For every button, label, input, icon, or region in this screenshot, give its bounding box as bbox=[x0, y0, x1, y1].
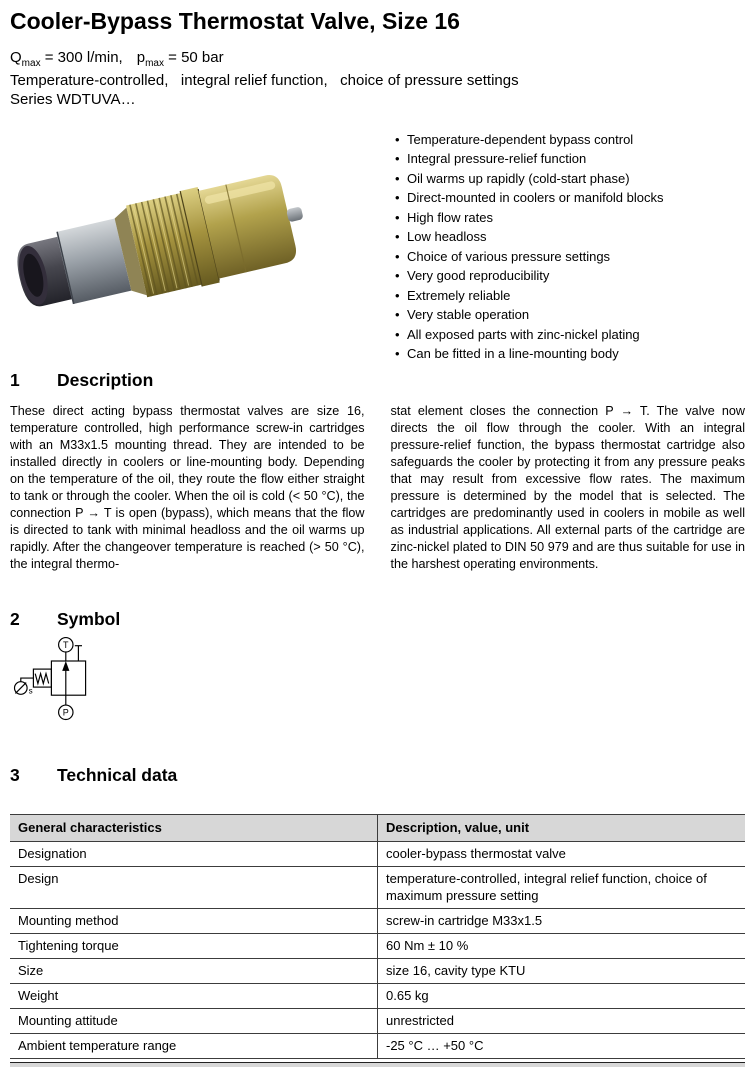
feature-item: • Very good reproducibility bbox=[395, 266, 745, 286]
port-label-p: P bbox=[62, 707, 69, 718]
section-number: 2 bbox=[10, 608, 20, 629]
characteristic-cell: Tightening torque bbox=[10, 933, 378, 958]
feature-item: • High flow rates bbox=[395, 208, 745, 228]
table-header-cell: General characteristics bbox=[10, 814, 378, 841]
product-photo bbox=[10, 132, 395, 364]
value-cell: -25 °C … +50 °C bbox=[378, 1033, 746, 1058]
section-heading-symbol bbox=[10, 609, 745, 630]
section-number: 1 bbox=[10, 369, 20, 390]
description-column-left: These direct acting bypass thermostat valves are size 16, temperature controlled, high performance screw-in cartridges with an M33x1.5 mounting thread. They are intended to be installed directly in coolers or line-mounting body. Depending on the temperature of the oil, they route the flow either straight to tank or through the cooler. When the oil is cold (< 50 °C), the connection P → T is open (bypass), which means that the flow is directed to tank with minimal headloss and the oil warms up rapidly. After the changeover temperature is reached (> 50 °C), the integral thermo- bbox=[10, 403, 365, 571]
feature-item: • Extremely reliable bbox=[395, 286, 745, 306]
section-number: 3 bbox=[10, 764, 20, 785]
table-row bbox=[10, 983, 745, 1008]
spec-line bbox=[10, 49, 745, 69]
characteristic-cell: Mounting attitude bbox=[10, 1008, 378, 1033]
intro-row bbox=[10, 132, 745, 364]
feature-item: • Can be fitted in a line-mounting body bbox=[395, 344, 745, 364]
technical-data-table bbox=[10, 814, 745, 1059]
table-row bbox=[10, 908, 745, 933]
table-row bbox=[10, 841, 745, 866]
pmax-value: = 50 bar bbox=[163, 48, 224, 66]
section-title: Description bbox=[57, 369, 154, 390]
cartridge-valve-image bbox=[0, 127, 324, 365]
section-heading-technical-data bbox=[10, 765, 745, 786]
value-cell: 0.65 kg bbox=[378, 983, 746, 1008]
table-row bbox=[10, 866, 745, 908]
hydraulic-symbol bbox=[10, 634, 745, 729]
section-heading-description bbox=[10, 370, 745, 391]
setting-label-s: s bbox=[28, 685, 33, 695]
table-header-cell: Description, value, unit bbox=[378, 814, 746, 841]
qmax-value: = 300 l/min, bbox=[40, 48, 123, 66]
description-text bbox=[10, 403, 745, 573]
section-title: Symbol bbox=[57, 608, 121, 629]
tech-table-body bbox=[10, 841, 745, 1058]
pmax-subscript: max bbox=[145, 57, 164, 69]
feature-item: • Integral pressure-relief function bbox=[395, 149, 745, 169]
pmax-symbol: p bbox=[136, 48, 146, 66]
feature-item: • Choice of various pressure settings bbox=[395, 247, 745, 267]
feature-item: • Very stable operation bbox=[395, 305, 745, 325]
tech-table-header-row bbox=[10, 814, 745, 841]
value-cell: unrestricted bbox=[378, 1008, 746, 1033]
value-cell: size 16, cavity type KTU bbox=[378, 958, 746, 983]
table-row bbox=[10, 933, 745, 958]
feature-item: • Temperature-dependent bypass control bbox=[395, 130, 745, 150]
value-cell: 60 Nm ± 10 % bbox=[378, 933, 746, 958]
characteristic-cell: Design bbox=[10, 866, 378, 908]
characteristic-cell: Size bbox=[10, 958, 378, 983]
value-cell: temperature-controlled, integral relief function, choice of maximum pressure setting bbox=[378, 866, 746, 908]
page-title: Cooler-Bypass Thermostat Valve, Size 16 bbox=[10, 8, 460, 34]
feature-item: • Low headloss bbox=[395, 227, 745, 247]
qmax-symbol: Q bbox=[10, 48, 22, 66]
characteristic-cell: Mounting method bbox=[10, 908, 378, 933]
description-column-right: stat element closes the connection P → T. The valve now directs the oil flow through the cooler. With an integral pressure-relief function, the bypass thermostat cartridge also safeguards the cooler by protecting it from any pressure peaks that may result from excessive flow rates. The maximum pressure is determined by the model that is selected. The cartridges are predominantly used in coolers in mobile as well as industrial applications. All external parts of the cartridge are zinc-nickel plated to DIN 50 979 and are thus suitable for use in the harshest operating environments. bbox=[390, 403, 745, 571]
table-row bbox=[10, 958, 745, 983]
section-title: Technical data bbox=[57, 764, 178, 785]
next-table-header-cutoff bbox=[10, 1062, 745, 1067]
feature-item: • All exposed parts with zinc-nickel plating bbox=[395, 325, 745, 345]
value-cell: screw-in cartridge M33x1.5 bbox=[378, 908, 746, 933]
valve-symbol-drawing bbox=[10, 634, 145, 724]
feature-list bbox=[395, 130, 745, 364]
table-row bbox=[10, 1033, 745, 1058]
port-label-t: T bbox=[63, 639, 69, 650]
series-line: Series WDTUVA… bbox=[10, 90, 136, 108]
characteristic-cell: Weight bbox=[10, 983, 378, 1008]
characteristic-cell: Designation bbox=[10, 841, 378, 866]
feature-item: • Direct-mounted in coolers or manifold blocks bbox=[395, 188, 745, 208]
qmax-subscript: max bbox=[21, 57, 41, 69]
feature-item: • Oil warms up rapidly (cold-start phase) bbox=[395, 169, 745, 189]
value-cell: cooler-bypass thermostat valve bbox=[378, 841, 746, 866]
table-row bbox=[10, 1008, 745, 1033]
subtitle-line: Temperature-controlled, integral relief function, choice of pressure settings bbox=[10, 71, 519, 89]
characteristic-cell: Ambient temperature range bbox=[10, 1033, 378, 1058]
